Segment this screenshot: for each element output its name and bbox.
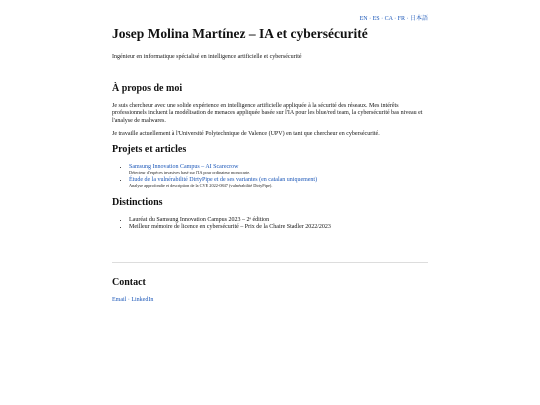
list-item: • Lauréat du Samsung Innovation Campus 2023 – 2ᵉ édition	[129, 217, 428, 223]
distinctions-heading: Distinctions	[112, 196, 163, 208]
lang-fr-link[interactable]: FR	[397, 16, 405, 22]
project-link-dirtypipe[interactable]: Étude de la vulnérabilité DirtyPipe et de ses variantes (en catalan uniquement)	[129, 176, 318, 183]
lang-es-link[interactable]: ES	[372, 16, 380, 22]
about-paragraph-2: Je travaille actuellement à l'Université Polytechnique de Valence (UPV) en tant que chercheur en cybersécurité.	[112, 130, 380, 137]
lang-ca-link[interactable]: CA	[384, 16, 393, 22]
lang-en-link[interactable]: EN	[359, 16, 368, 22]
email-link[interactable]: Email	[112, 297, 127, 303]
lang-ja-link[interactable]: 日本語	[409, 16, 428, 22]
language-switcher	[360, 13, 428, 22]
about-heading: À propos de moi	[112, 83, 183, 94]
list-item	[129, 164, 428, 176]
list-item: • Meilleur mémoire de licence en cybersécurité – Prix de la Chaire Stadler 2022/2023	[129, 224, 428, 230]
lang-separator: ·	[406, 16, 409, 22]
list-item	[129, 177, 428, 189]
linkedin-link[interactable]: LinkedIn	[131, 297, 154, 303]
contact-section	[112, 277, 153, 303]
page-title: Josep Molina Martínez – IA et cybersécurité	[112, 26, 368, 41]
project-description: Détecteur d'espèces invasives basé sur l'IA pour ordinateur monocarte.	[129, 170, 251, 176]
contact-heading: Contact	[112, 277, 146, 288]
distinctions-list	[112, 217, 428, 230]
projects-list	[112, 164, 428, 188]
link-separator: ·	[127, 297, 130, 303]
lang-separator: ·	[369, 16, 372, 22]
main-content	[112, 26, 428, 238]
divider	[112, 262, 428, 263]
lang-separator: ·	[394, 16, 397, 22]
lang-separator: ·	[381, 16, 384, 22]
contact-links	[112, 297, 153, 303]
projects-heading: Projets et articles	[112, 144, 187, 156]
project-description: Analyse approfondie et description de la CVE 2022-0847 (vulnérabilité DirtyPipe).	[129, 183, 273, 189]
page-subtitle: Ingénieur en informatique spécialisé en intelligence artificielle et cybersécurité	[112, 54, 302, 60]
project-link-scarecrow[interactable]: Samsung Innovation Campus – AI Scarecrow	[129, 164, 239, 171]
about-paragraph-1: Je suis chercheur avec une solide expérience en intelligence artificielle appliquée à la sécurité des réseaux. Mes intérêts professionnels incluent la modélisation de menaces appliquée basée sur l'IA pour les blue/red team, la cybersécurité bas niveau et l'analyse de malwares.	[112, 103, 423, 124]
